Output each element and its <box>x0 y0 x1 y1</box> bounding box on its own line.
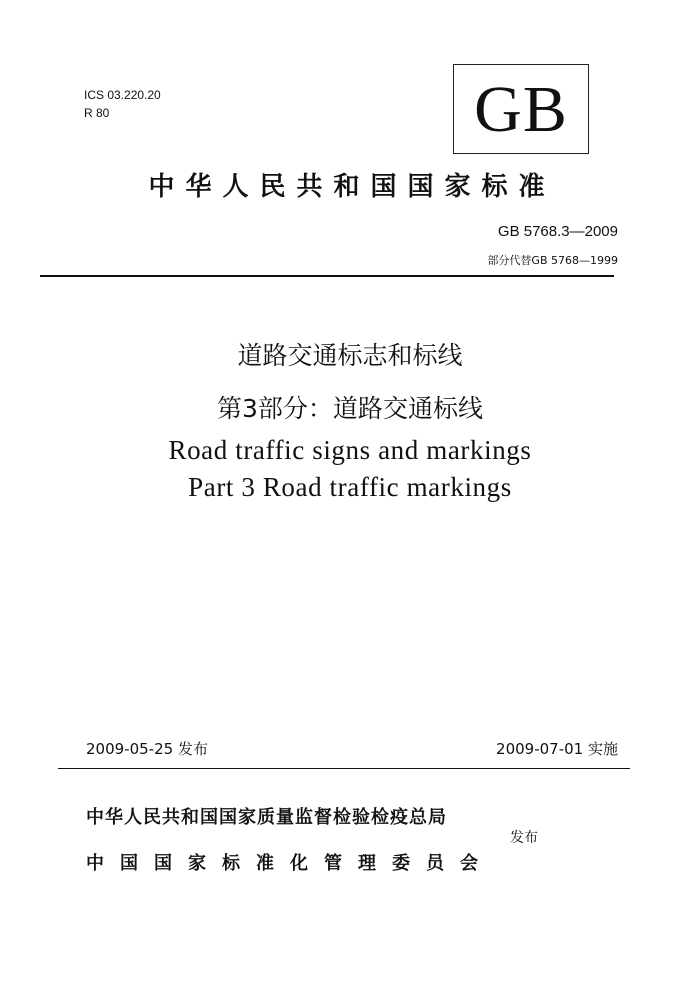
document-title-en-line1: Road traffic signs and markings <box>168 435 532 465</box>
document-title-cn-line2: 第3部分：道路交通标线 <box>217 394 483 423</box>
publish-label: 发布 <box>510 830 538 846</box>
issuer-sac: 中国国家标准化管理委员会 <box>86 853 494 874</box>
document-title-cn-line1: 道路交通标志和标线 <box>237 341 463 370</box>
replaces-note: 部分代替GB 5768—1999 <box>487 254 618 267</box>
standard-category-title: 中华人民共和国国家标准 <box>148 172 556 202</box>
issuer-aqsiq: 中华人民共和国国家质量监督检验检疫总局 <box>86 807 447 828</box>
header-divider <box>40 275 614 277</box>
implementation-date: 2009-07-01 实施 <box>496 740 618 758</box>
classification-codes <box>84 86 161 122</box>
gb-logo-box <box>453 64 589 154</box>
gb-logo: GB <box>474 73 568 146</box>
ccs-code: R 80 <box>84 106 110 120</box>
standard-number: GB 5768.3—2009 <box>497 223 618 240</box>
issue-date: 2009-05-25 发布 <box>86 740 208 758</box>
ics-code: ICS 03.220.20 <box>84 88 161 102</box>
footer-divider <box>58 768 630 769</box>
document-title-en-line2: Part 3 Road traffic markings <box>188 472 512 502</box>
